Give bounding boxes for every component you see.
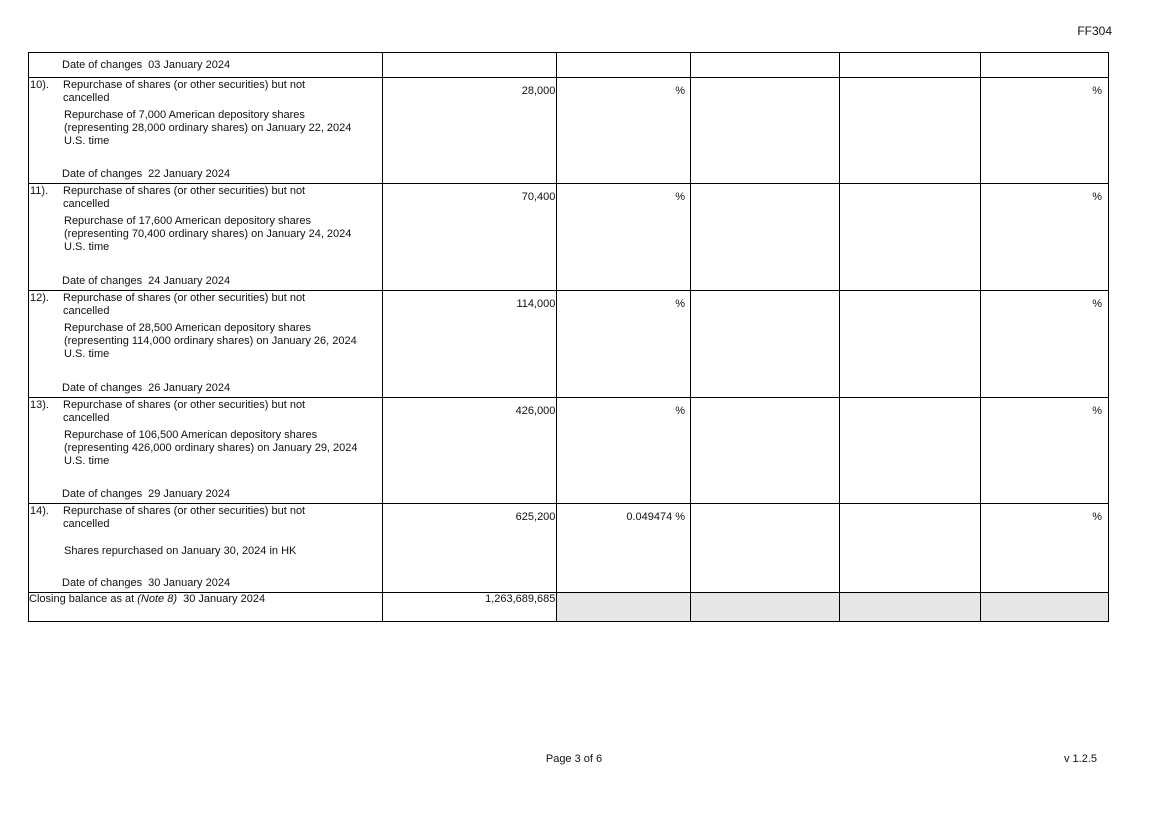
- end-percentage: %: [1092, 298, 1102, 310]
- empty-cell: [691, 291, 840, 398]
- event-index: 14).: [30, 505, 49, 517]
- empty-cell: [839, 504, 981, 593]
- number-cell: [382, 78, 557, 184]
- closing-number: 1,263,689,685: [485, 593, 556, 605]
- share-percentage: %: [675, 191, 686, 203]
- empty-cell: [839, 291, 981, 398]
- date-of-changes: [62, 577, 230, 590]
- event-detail: Repurchase of 106,500 American depository shares (representing 426,000 ordinary shares) on January 29, 2024 U.S. time: [64, 429, 358, 467]
- empty-cell: [691, 53, 840, 78]
- shaded-cell: [557, 593, 691, 622]
- share-percentage: %: [675, 405, 686, 417]
- event-detail: Repurchase of 28,500 American depository shares (representing 114,000 ordinary shares) on January 26, 2024 U.S. time: [64, 322, 357, 360]
- share-percentage: %: [675, 85, 686, 97]
- closing-note: (Note 8): [137, 593, 177, 605]
- description-cell: [29, 291, 383, 398]
- event-index: 10).: [30, 79, 49, 91]
- date-of-changes: [62, 59, 230, 72]
- empty-cell: [839, 53, 981, 78]
- event-detail: Shares repurchased on January 30, 2024 in HK: [64, 545, 297, 557]
- date-value: 22 January 2024: [148, 168, 231, 180]
- description-cell: [29, 398, 383, 504]
- date-label: Date of changes: [62, 168, 143, 180]
- date-of-changes: [62, 275, 230, 288]
- closing-number-cell: [382, 593, 557, 622]
- table-row: [29, 504, 1109, 593]
- number-cell: [382, 398, 557, 504]
- empty-cell: [981, 53, 1109, 78]
- date-of-changes: [62, 382, 230, 395]
- event-index: 11).: [30, 185, 49, 197]
- empty-cell: [691, 184, 840, 291]
- event-title: Repurchase of shares (or other securities) but not cancelled: [63, 505, 306, 530]
- percentage-cell: [557, 184, 691, 291]
- empty-cell: [839, 398, 981, 504]
- date-value: 26 January 2024: [148, 382, 231, 394]
- table-row: [29, 291, 1109, 398]
- date-label: Date of changes: [62, 382, 143, 394]
- description-cell: [29, 53, 383, 78]
- table-row: [29, 53, 1109, 78]
- number-cell: [382, 184, 557, 291]
- description-cell: [29, 78, 383, 184]
- share-number: 625,200: [515, 511, 556, 523]
- closing-label: Closing balance as at: [29, 593, 135, 605]
- date-label: Date of changes: [62, 59, 143, 71]
- shaded-cell: [691, 593, 840, 622]
- date-label: Date of changes: [62, 275, 143, 287]
- date-label: Date of changes: [62, 577, 143, 589]
- share-percentage: %: [675, 298, 686, 310]
- number-cell: [382, 504, 557, 593]
- date-of-changes: [62, 488, 230, 501]
- table-row: [29, 398, 1109, 504]
- closing-balance-row: [29, 593, 1109, 622]
- date-value: 03 January 2024: [148, 59, 231, 71]
- share-number: 70,400: [521, 191, 556, 203]
- event-title: Repurchase of shares (or other securities) but not cancelled: [63, 292, 306, 317]
- percentage-cell: [981, 398, 1109, 504]
- end-percentage: %: [1092, 85, 1102, 97]
- table-row: [29, 78, 1109, 184]
- event-index: 12).: [30, 292, 49, 304]
- percentage-cell: [557, 504, 691, 593]
- date-value: 29 January 2024: [148, 488, 231, 500]
- percentage-cell: [981, 504, 1109, 593]
- percentage-cell: [557, 398, 691, 504]
- percentage-cell: [981, 184, 1109, 291]
- percentage-cell: [981, 291, 1109, 398]
- date-value: 30 January 2024: [148, 577, 231, 589]
- shaded-cell: [839, 593, 981, 622]
- page-number: Page 3 of 6: [545, 753, 603, 765]
- date-value: 24 January 2024: [148, 275, 231, 287]
- event-detail: Repurchase of 7,000 American depository shares (representing 28,000 ordinary shares) on January 22, 2024 U.S. time: [64, 109, 352, 147]
- share-number: 28,000: [521, 85, 556, 97]
- number-cell: [382, 291, 557, 398]
- number-cell: [382, 53, 557, 78]
- empty-cell: [691, 398, 840, 504]
- shaded-cell: [981, 593, 1109, 622]
- form-version: v 1.2.5: [1063, 753, 1097, 765]
- description-cell: [29, 504, 383, 593]
- percentage-cell: [557, 53, 691, 78]
- closing-balance-label: [29, 593, 383, 622]
- share-changes-table: [28, 52, 1109, 622]
- percentage-cell: [557, 78, 691, 184]
- closing-date: 30 January 2024: [183, 593, 266, 605]
- percentage-cell: [557, 291, 691, 398]
- event-title: Repurchase of shares (or other securities) but not cancelled: [63, 185, 306, 210]
- percentage-cell: [981, 78, 1109, 184]
- event-title: Repurchase of shares (or other securities) but not cancelled: [63, 399, 306, 424]
- end-percentage: %: [1092, 405, 1102, 417]
- end-percentage: %: [1092, 191, 1102, 203]
- date-label: Date of changes: [62, 488, 143, 500]
- share-number: 114,000: [516, 298, 556, 310]
- empty-cell: [691, 78, 840, 184]
- share-percentage: 0.049474 %: [626, 511, 686, 523]
- share-number: 426,000: [515, 405, 556, 417]
- event-index: 13).: [30, 399, 49, 411]
- empty-cell: [691, 504, 840, 593]
- description-cell: [29, 184, 383, 291]
- empty-cell: [839, 78, 981, 184]
- form-code: FF304: [1077, 24, 1112, 38]
- event-detail: Repurchase of 17,600 American depository shares (representing 70,400 ordinary shares) on January 24, 2024 U.S. time: [64, 215, 352, 253]
- date-of-changes: [62, 168, 230, 181]
- event-title: Repurchase of shares (or other securities) but not cancelled: [63, 79, 306, 104]
- table-row: [29, 184, 1109, 291]
- empty-cell: [839, 184, 981, 291]
- end-percentage: %: [1092, 511, 1102, 523]
